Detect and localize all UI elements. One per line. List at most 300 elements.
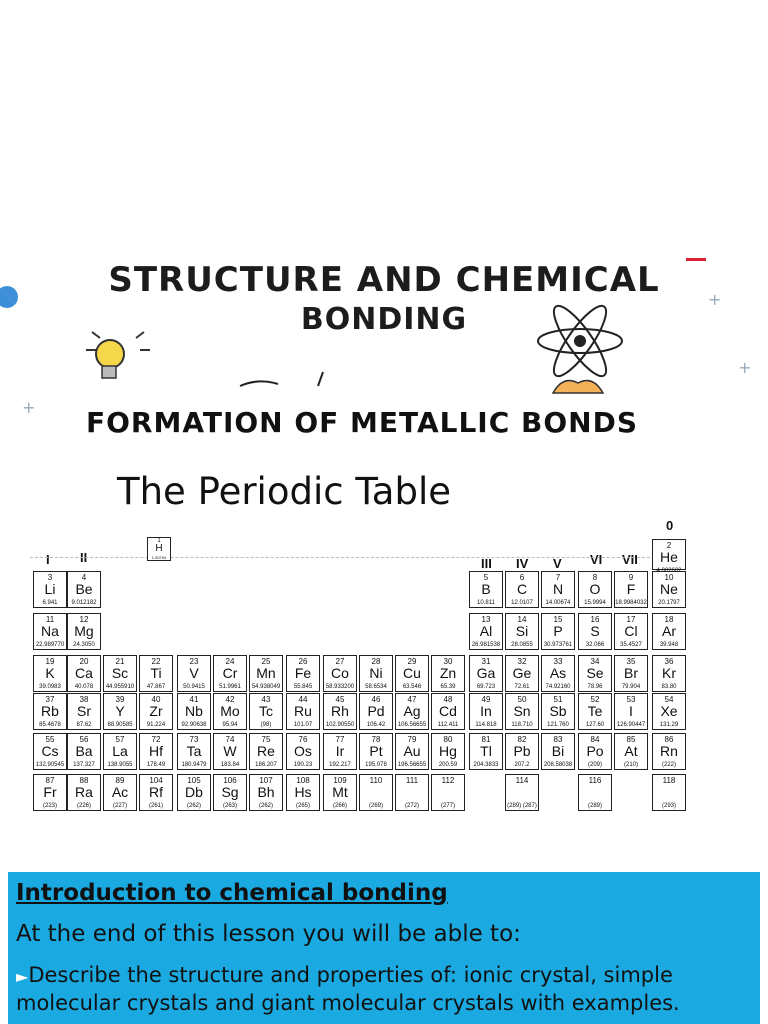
element-cell — [67, 733, 101, 770]
element-symbol: Se — [586, 665, 604, 681]
banner-subtitle: FORMATION OF METALLIC BONDS — [86, 406, 638, 439]
atomic-mass: 26.981538 — [471, 642, 501, 648]
atomic-number: 6 — [519, 573, 525, 582]
atomic-mass: 39.0983 — [39, 684, 61, 690]
element-cell — [177, 693, 211, 730]
atomic-mass: 95.94 — [222, 722, 238, 728]
element-symbol: Ba — [75, 743, 93, 759]
atomic-mass: 183.84 — [220, 762, 240, 768]
element-cell — [249, 655, 283, 692]
element-symbol: Al — [479, 623, 493, 639]
element-symbol: Si — [515, 623, 529, 639]
element-cell — [469, 655, 503, 692]
atomic-number: 54 — [664, 695, 674, 704]
element-cell — [67, 571, 101, 608]
atomic-number: 112 — [441, 776, 455, 785]
element-cell — [614, 693, 648, 730]
atomic-number: 53 — [626, 695, 636, 704]
atomic-number: 11 — [45, 615, 55, 624]
element-symbol: Cl — [624, 623, 638, 639]
atomic-number: 21 — [115, 657, 125, 666]
atomic-mass: (277) — [440, 803, 455, 809]
element-symbol: Zn — [439, 665, 457, 681]
element-cell — [33, 571, 67, 608]
atomic-number: 47 — [407, 695, 417, 704]
atomic-mass: 51.9961 — [219, 684, 241, 690]
atomic-mass: (272) — [404, 803, 419, 809]
element-symbol: V — [189, 665, 199, 681]
atomic-number: 73 — [189, 735, 199, 744]
atomic-mass: 192.217 — [329, 762, 351, 768]
atomic-number: 8 — [592, 573, 598, 582]
atomic-mass: 178.49 — [146, 762, 166, 768]
element-cell — [469, 571, 503, 608]
atomic-number: 19 — [45, 657, 55, 666]
atomic-mass: 9.012182 — [71, 600, 97, 606]
element-cell — [139, 733, 173, 770]
atomic-mass: 1.00794 — [151, 555, 167, 560]
atomic-number: 87 — [45, 776, 55, 785]
element-symbol: Pb — [513, 743, 531, 759]
element-symbol: W — [223, 743, 237, 759]
atomic-number: 14 — [517, 615, 527, 624]
element-cell — [614, 655, 648, 692]
element-symbol: Hf — [149, 743, 163, 759]
atomic-number: 48 — [443, 695, 453, 704]
element-cell — [139, 693, 173, 730]
element-symbol: Be — [75, 581, 93, 597]
group-label-7: VII — [622, 552, 638, 567]
atomic-number: 110 — [369, 776, 383, 785]
intro-lead: At the end of this lesson you will be able to: — [16, 921, 521, 947]
element-cell — [213, 733, 247, 770]
atomic-number: 12 — [79, 615, 89, 624]
atomic-mass: 6.941 — [42, 600, 58, 606]
intro-bullet-text: Describe the structure and properties of: ionic crystal, simple molecular crystals and giant molecular crystals with examples. — [16, 963, 680, 1015]
atomic-mass: 196.56655 — [397, 762, 427, 768]
plus-decoration-icon: + — [738, 358, 752, 377]
atomic-number: 16 — [590, 615, 600, 624]
element-cell — [323, 774, 357, 811]
atomic-mass: 50.9415 — [183, 684, 205, 690]
atomic-number: 44 — [298, 695, 308, 704]
bullet-marker-icon: ► — [16, 967, 29, 986]
group-label-4: IV — [516, 556, 529, 571]
element-symbol: Ir — [335, 743, 345, 759]
element-symbol: Na — [41, 623, 59, 639]
element-symbol: Fe — [294, 665, 312, 681]
atomic-number: 33 — [553, 657, 563, 666]
element-cell — [33, 774, 67, 811]
atomic-mass: 12.0107 — [511, 600, 533, 606]
element-cell — [652, 539, 686, 570]
atomic-mass: 20.1797 — [658, 600, 680, 606]
decorative-flask-icon — [548, 373, 608, 393]
element-cell — [614, 613, 648, 650]
element-symbol: Re — [257, 743, 275, 759]
element-symbol: La — [112, 743, 128, 759]
element-cell — [505, 774, 539, 811]
element-symbol: Ta — [186, 743, 202, 759]
atomic-mass: 112.411 — [437, 722, 459, 728]
element-cell — [469, 733, 503, 770]
element-cell — [359, 693, 393, 730]
atomic-mass: 15.9994 — [584, 600, 606, 606]
atomic-mass: 88.90585 — [107, 722, 133, 728]
element-cell — [469, 613, 503, 650]
element-symbol: Au — [403, 743, 421, 759]
title-banner — [8, 238, 760, 439]
group-label-0: 0 — [666, 518, 674, 533]
element-symbol: Kr — [662, 665, 676, 681]
group-label-1: I — [46, 552, 50, 567]
atomic-number: 30 — [443, 657, 453, 666]
atomic-number: 82 — [517, 735, 527, 744]
atomic-mass: 72.61 — [514, 684, 530, 690]
element-symbol: Xe — [660, 703, 678, 719]
element-symbol: Cr — [222, 665, 238, 681]
atomic-number: 50 — [517, 695, 527, 704]
group-label-6: VI — [590, 552, 603, 567]
atomic-mass: 106.42 — [366, 722, 386, 728]
element-cell — [578, 693, 612, 730]
element-symbol: Sc — [111, 665, 129, 681]
element-cell — [286, 655, 320, 692]
atomic-number: 9 — [628, 573, 634, 582]
atomic-number: 10 — [664, 573, 674, 582]
atomic-number: 80 — [443, 735, 453, 744]
atomic-number: 106 — [223, 776, 237, 785]
element-symbol: Os — [294, 743, 312, 759]
element-cell — [395, 655, 429, 692]
atomic-number: 107 — [259, 776, 273, 785]
atomic-mass: (223) — [42, 803, 57, 809]
element-cell — [323, 733, 357, 770]
atomic-number: 24 — [225, 657, 235, 666]
group-label-5: V — [553, 556, 562, 571]
element-cell — [249, 774, 283, 811]
atomic-number: 105 — [187, 776, 201, 785]
plus-decoration-icon: + — [22, 398, 36, 417]
element-symbol: Ti — [150, 665, 162, 681]
element-cell — [652, 571, 686, 608]
atomic-mass: 18.9984032 — [615, 600, 647, 606]
element-symbol: Mo — [220, 703, 240, 719]
atomic-number: 2 — [666, 541, 672, 550]
lightbulb-icon — [78, 320, 158, 390]
atomic-mass: 101.07 — [293, 722, 313, 728]
element-symbol: O — [589, 581, 601, 597]
atomic-mass: 74.92160 — [545, 684, 571, 690]
element-symbol: Zr — [149, 703, 163, 719]
element-cell — [395, 774, 429, 811]
element-symbol: Li — [44, 581, 56, 597]
atomic-number: 32 — [517, 657, 527, 666]
element-cell — [33, 613, 67, 650]
table-guide-line — [30, 557, 685, 558]
intro-heading: Introduction to chemical bonding — [16, 880, 448, 906]
atomic-number: 74 — [225, 735, 235, 744]
element-symbol: Ac — [111, 784, 129, 800]
atomic-mass: (263) — [222, 803, 237, 809]
atomic-number: 77 — [335, 735, 345, 744]
element-symbol: Ar — [662, 623, 676, 639]
element-symbol: Rn — [660, 743, 678, 759]
atomic-number: 85 — [626, 735, 636, 744]
element-cell — [541, 571, 575, 608]
element-symbol: Hg — [439, 743, 457, 759]
atomic-number: 55 — [45, 735, 55, 744]
atomic-mass: 102.90550 — [325, 722, 355, 728]
element-symbol: Hs — [294, 784, 312, 800]
element-symbol: Ga — [476, 665, 496, 681]
group-label-2: II — [80, 550, 88, 565]
atomic-mass: (262) — [186, 803, 201, 809]
element-cell — [652, 613, 686, 650]
atomic-mass: 58.6534 — [365, 684, 387, 690]
atomic-mass: (222) — [661, 762, 676, 768]
atomic-mass: 186.207 — [255, 762, 277, 768]
element-cell — [177, 655, 211, 692]
element-cell — [286, 693, 320, 730]
atomic-number: 114 — [515, 776, 529, 785]
element-symbol: Cd — [439, 703, 457, 719]
atomic-mass: 204.3833 — [473, 762, 499, 768]
intro-box — [8, 872, 760, 1024]
element-symbol: Rh — [331, 703, 349, 719]
element-cell — [33, 655, 67, 692]
element-symbol: K — [45, 665, 55, 681]
element-symbol: Pd — [367, 703, 385, 719]
element-cell — [652, 693, 686, 730]
element-symbol: As — [549, 665, 567, 681]
element-symbol: Ag — [403, 703, 421, 719]
atomic-number: 108 — [296, 776, 310, 785]
atomic-number: 79 — [407, 735, 417, 744]
atomic-mass: (262) — [258, 803, 273, 809]
element-cell — [578, 613, 612, 650]
element-symbol: Br — [624, 665, 638, 681]
atomic-mass: 83.80 — [661, 684, 677, 690]
element-symbol: S — [590, 623, 600, 639]
atomic-mass: 180.9479 — [181, 762, 207, 768]
atomic-mass: 79.904 — [621, 684, 641, 690]
atomic-mass: (209) — [587, 762, 602, 768]
element-cell — [395, 693, 429, 730]
atomic-number: 38 — [79, 695, 89, 704]
element-symbol: Rb — [41, 703, 59, 719]
atomic-mass: 114.818 — [475, 722, 497, 728]
atomic-mass: 200.59 — [438, 762, 458, 768]
element-symbol: Ge — [512, 665, 532, 681]
atomic-mass: 132.90545 — [35, 762, 65, 768]
atomic-number: 31 — [481, 657, 491, 666]
decorative-stroke-icon — [238, 368, 358, 388]
atomic-number: 17 — [626, 615, 636, 624]
atomic-mass: 30.973761 — [543, 642, 573, 648]
element-cell — [33, 693, 67, 730]
plus-decoration-icon: + — [708, 290, 722, 309]
atomic-mass: 208.58038 — [543, 762, 573, 768]
atomic-number: 20 — [79, 657, 89, 666]
atomic-number: 49 — [481, 695, 491, 704]
element-cell — [177, 774, 211, 811]
atomic-number: 1 — [157, 538, 161, 544]
element-symbol: Bh — [257, 784, 275, 800]
atomic-number: 84 — [590, 735, 600, 744]
atomic-mass: 121.760 — [547, 722, 569, 728]
element-symbol: Tc — [259, 703, 273, 719]
element-symbol: Tl — [480, 743, 492, 759]
element-cell — [286, 733, 320, 770]
atomic-mass: 195.078 — [365, 762, 387, 768]
atom-icon — [530, 308, 630, 374]
element-cell — [67, 693, 101, 730]
atomic-mass: 106.56655 — [397, 722, 427, 728]
atomic-mass: 47.867 — [146, 684, 166, 690]
element-symbol: Nb — [185, 703, 203, 719]
element-symbol: Ne — [660, 581, 678, 597]
element-symbol: B — [481, 581, 491, 597]
atomic-mass: 58.933200 — [325, 684, 355, 690]
element-symbol: In — [480, 703, 492, 719]
element-cell — [614, 733, 648, 770]
atomic-mass: 118.710 — [511, 722, 533, 728]
element-cell — [323, 655, 357, 692]
element-cell — [505, 571, 539, 608]
element-cell — [67, 655, 101, 692]
element-symbol: Fr — [43, 784, 57, 800]
element-cell — [139, 655, 173, 692]
element-cell — [249, 733, 283, 770]
element-cell — [33, 733, 67, 770]
element-symbol: Sg — [221, 784, 239, 800]
atomic-number: 118 — [662, 776, 676, 785]
atomic-number: 51 — [553, 695, 563, 704]
atomic-number: 23 — [189, 657, 199, 666]
element-symbol: Sb — [549, 703, 567, 719]
atomic-mass: 24.3050 — [73, 642, 95, 648]
element-cell — [431, 693, 465, 730]
element-symbol: Te — [587, 703, 603, 719]
element-symbol: Db — [185, 784, 203, 800]
atomic-mass: 207.2 — [514, 762, 530, 768]
atomic-number: 36 — [664, 657, 674, 666]
atomic-number: 45 — [335, 695, 345, 704]
element-cell — [103, 733, 137, 770]
atomic-mass: 55.845 — [293, 684, 313, 690]
element-cell — [67, 613, 101, 650]
banner-title-line2: BONDING — [300, 302, 468, 337]
atomic-mass: 190.23 — [293, 762, 313, 768]
atomic-mass: (266) — [332, 803, 347, 809]
atomic-mass: (265) — [295, 803, 310, 809]
element-cell — [578, 571, 612, 608]
atomic-number: 7 — [555, 573, 561, 582]
atomic-mass: 32.066 — [585, 642, 605, 648]
atomic-number: 78 — [371, 735, 381, 744]
element-cell — [249, 693, 283, 730]
atomic-mass: (289) (287) — [507, 803, 537, 809]
element-cell — [67, 774, 101, 811]
atomic-number: 15 — [553, 615, 563, 624]
atomic-number: 57 — [115, 735, 125, 744]
atomic-mass: 85.4678 — [39, 722, 61, 728]
atomic-mass: 91.224 — [146, 722, 166, 728]
element-cell — [286, 774, 320, 811]
element-symbol: Ra — [75, 784, 93, 800]
element-symbol: I — [629, 703, 633, 719]
atomic-number: 83 — [553, 735, 563, 744]
atomic-number: 42 — [225, 695, 235, 704]
periodic-table-title: The Periodic Table — [117, 470, 452, 513]
element-symbol: Sn — [513, 703, 531, 719]
atomic-number: 52 — [590, 695, 600, 704]
atomic-mass: 54.938049 — [251, 684, 281, 690]
atomic-number: 56 — [79, 735, 89, 744]
atomic-number: 37 — [45, 695, 55, 704]
atomic-number: 104 — [149, 776, 163, 785]
element-cell — [359, 733, 393, 770]
atomic-number: 22 — [151, 657, 161, 666]
group-label-3: III — [481, 556, 492, 571]
atomic-number: 111 — [405, 776, 419, 785]
element-cell — [139, 774, 173, 811]
atomic-mass: (226) — [76, 803, 91, 809]
atomic-number: 75 — [261, 735, 271, 744]
atomic-number: 34 — [590, 657, 600, 666]
atomic-mass: 65.39 — [440, 684, 456, 690]
element-cell — [103, 774, 137, 811]
atomic-mass: (261) — [148, 803, 163, 809]
element-symbol: Mn — [256, 665, 276, 681]
atomic-number: 3 — [47, 573, 53, 582]
atomic-mass: (289) — [587, 803, 602, 809]
atomic-number: 76 — [298, 735, 308, 744]
element-cell — [541, 693, 575, 730]
element-cell — [103, 655, 137, 692]
atomic-mass: 87.62 — [76, 722, 92, 728]
element-cell — [541, 733, 575, 770]
element-cell — [578, 774, 612, 811]
atomic-number: 13 — [481, 615, 491, 624]
atomic-number: 81 — [481, 735, 491, 744]
element-symbol: C — [516, 581, 528, 597]
atomic-mass: 44.955910 — [105, 684, 135, 690]
atomic-mass: 137.327 — [73, 762, 95, 768]
banner-title-line1: STRUCTURE AND CHEMICAL — [108, 260, 660, 300]
atomic-number: 40 — [151, 695, 161, 704]
element-cell — [213, 655, 247, 692]
atomic-mass: 78.96 — [587, 684, 603, 690]
element-symbol: Sr — [77, 703, 91, 719]
element-symbol: P — [553, 623, 563, 639]
element-cell — [103, 693, 137, 730]
element-cell — [541, 613, 575, 650]
atomic-mass: 127.60 — [585, 722, 605, 728]
intro-bullet — [16, 962, 756, 1017]
atomic-number: 116 — [588, 776, 602, 785]
atomic-number: 46 — [371, 695, 381, 704]
element-cell — [505, 733, 539, 770]
atomic-number: 29 — [407, 657, 417, 666]
element-symbol: At — [624, 743, 638, 759]
atomic-number: 25 — [261, 657, 271, 666]
element-cell — [652, 655, 686, 692]
atomic-number: 86 — [664, 735, 674, 744]
element-cell — [431, 733, 465, 770]
element-cell — [323, 693, 357, 730]
